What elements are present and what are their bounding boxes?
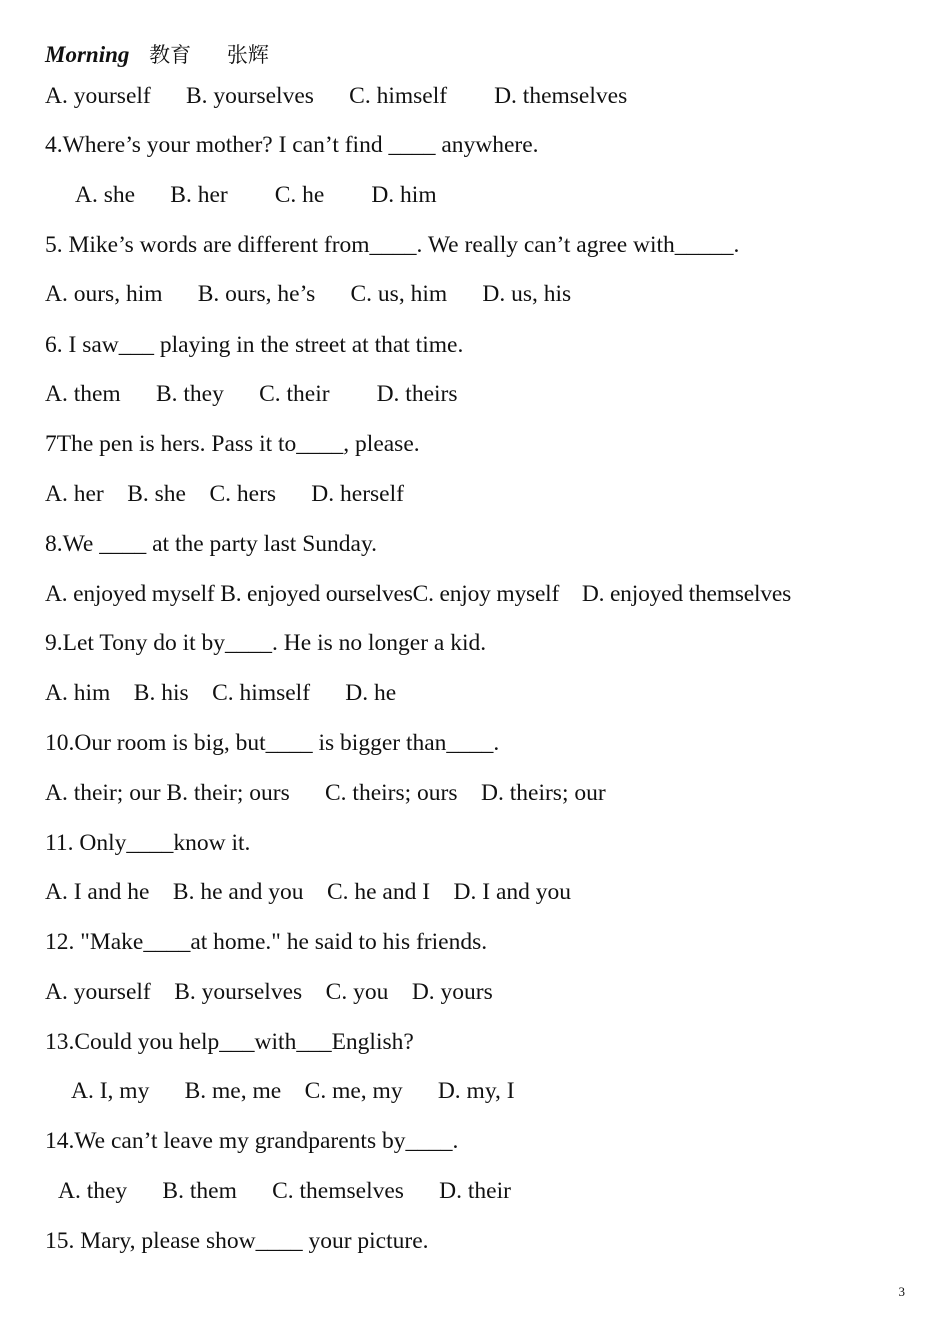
question-15: 15. Mary, please show____ your picture. (45, 1228, 429, 1254)
question-4: 4.Where’s your mother? I can’t find ____ anywhere. (45, 132, 539, 158)
header-brand: Morning (45, 42, 130, 67)
page-header (45, 40, 299, 70)
options-q12: A. yourself B. yourselves C. you D. yours (45, 979, 493, 1005)
page-number: 3 (898, 1284, 905, 1299)
question-5: 5. Mike’s words are different from____. We really can’t agree with_____. (45, 232, 740, 258)
options-q7: A. her B. she C. hers D. herself (45, 481, 404, 507)
options-q9: A. him B. his C. himself D. he (45, 680, 397, 706)
question-14: 14.We can’t leave my grandparents by____. (45, 1128, 459, 1154)
question-6: 6. I saw___ playing in the street at that time. (45, 332, 464, 358)
question-11: 11. Only____know it. (45, 830, 251, 856)
header-author: 张辉 (226, 43, 269, 67)
question-7: 7The pen is hers. Pass it to____, please. (45, 431, 420, 457)
options-q5: A. ours, him B. ours, he’s C. us, him D. us, his (45, 281, 572, 307)
header-org: 教育 (149, 43, 192, 67)
options-q13: A. I, my B. me, me C. me, my D. my, I (71, 1078, 515, 1104)
options-q11: A. I and he B. he and you C. he and I D. I and you (45, 879, 572, 905)
options-q6: A. them B. they C. their D. theirs (45, 381, 458, 407)
options-q8: A. enjoyed myself B. enjoyed ourselvesC. enjoy myself D. enjoyed themselves (45, 581, 792, 607)
options-q10: A. their; our B. their; ours C. theirs; ours D. theirs; our (45, 780, 606, 806)
options-q3: A. yourself B. yourselves C. himself D. themselves (45, 83, 628, 109)
question-8: 8.We ____ at the party last Sunday. (45, 531, 378, 557)
question-10: 10.Our room is big, but____ is bigger than____. (45, 730, 500, 756)
question-12: 12. "Make____at home." he said to his friends. (45, 929, 488, 955)
question-9: 9.Let Tony do it by____. He is no longer a kid. (45, 630, 487, 656)
question-13: 13.Could you help___with___English? (45, 1029, 414, 1055)
options-q14: A. they B. them C. themselves D. their (58, 1178, 511, 1204)
options-q4: A. she B. her C. he D. him (75, 182, 437, 208)
